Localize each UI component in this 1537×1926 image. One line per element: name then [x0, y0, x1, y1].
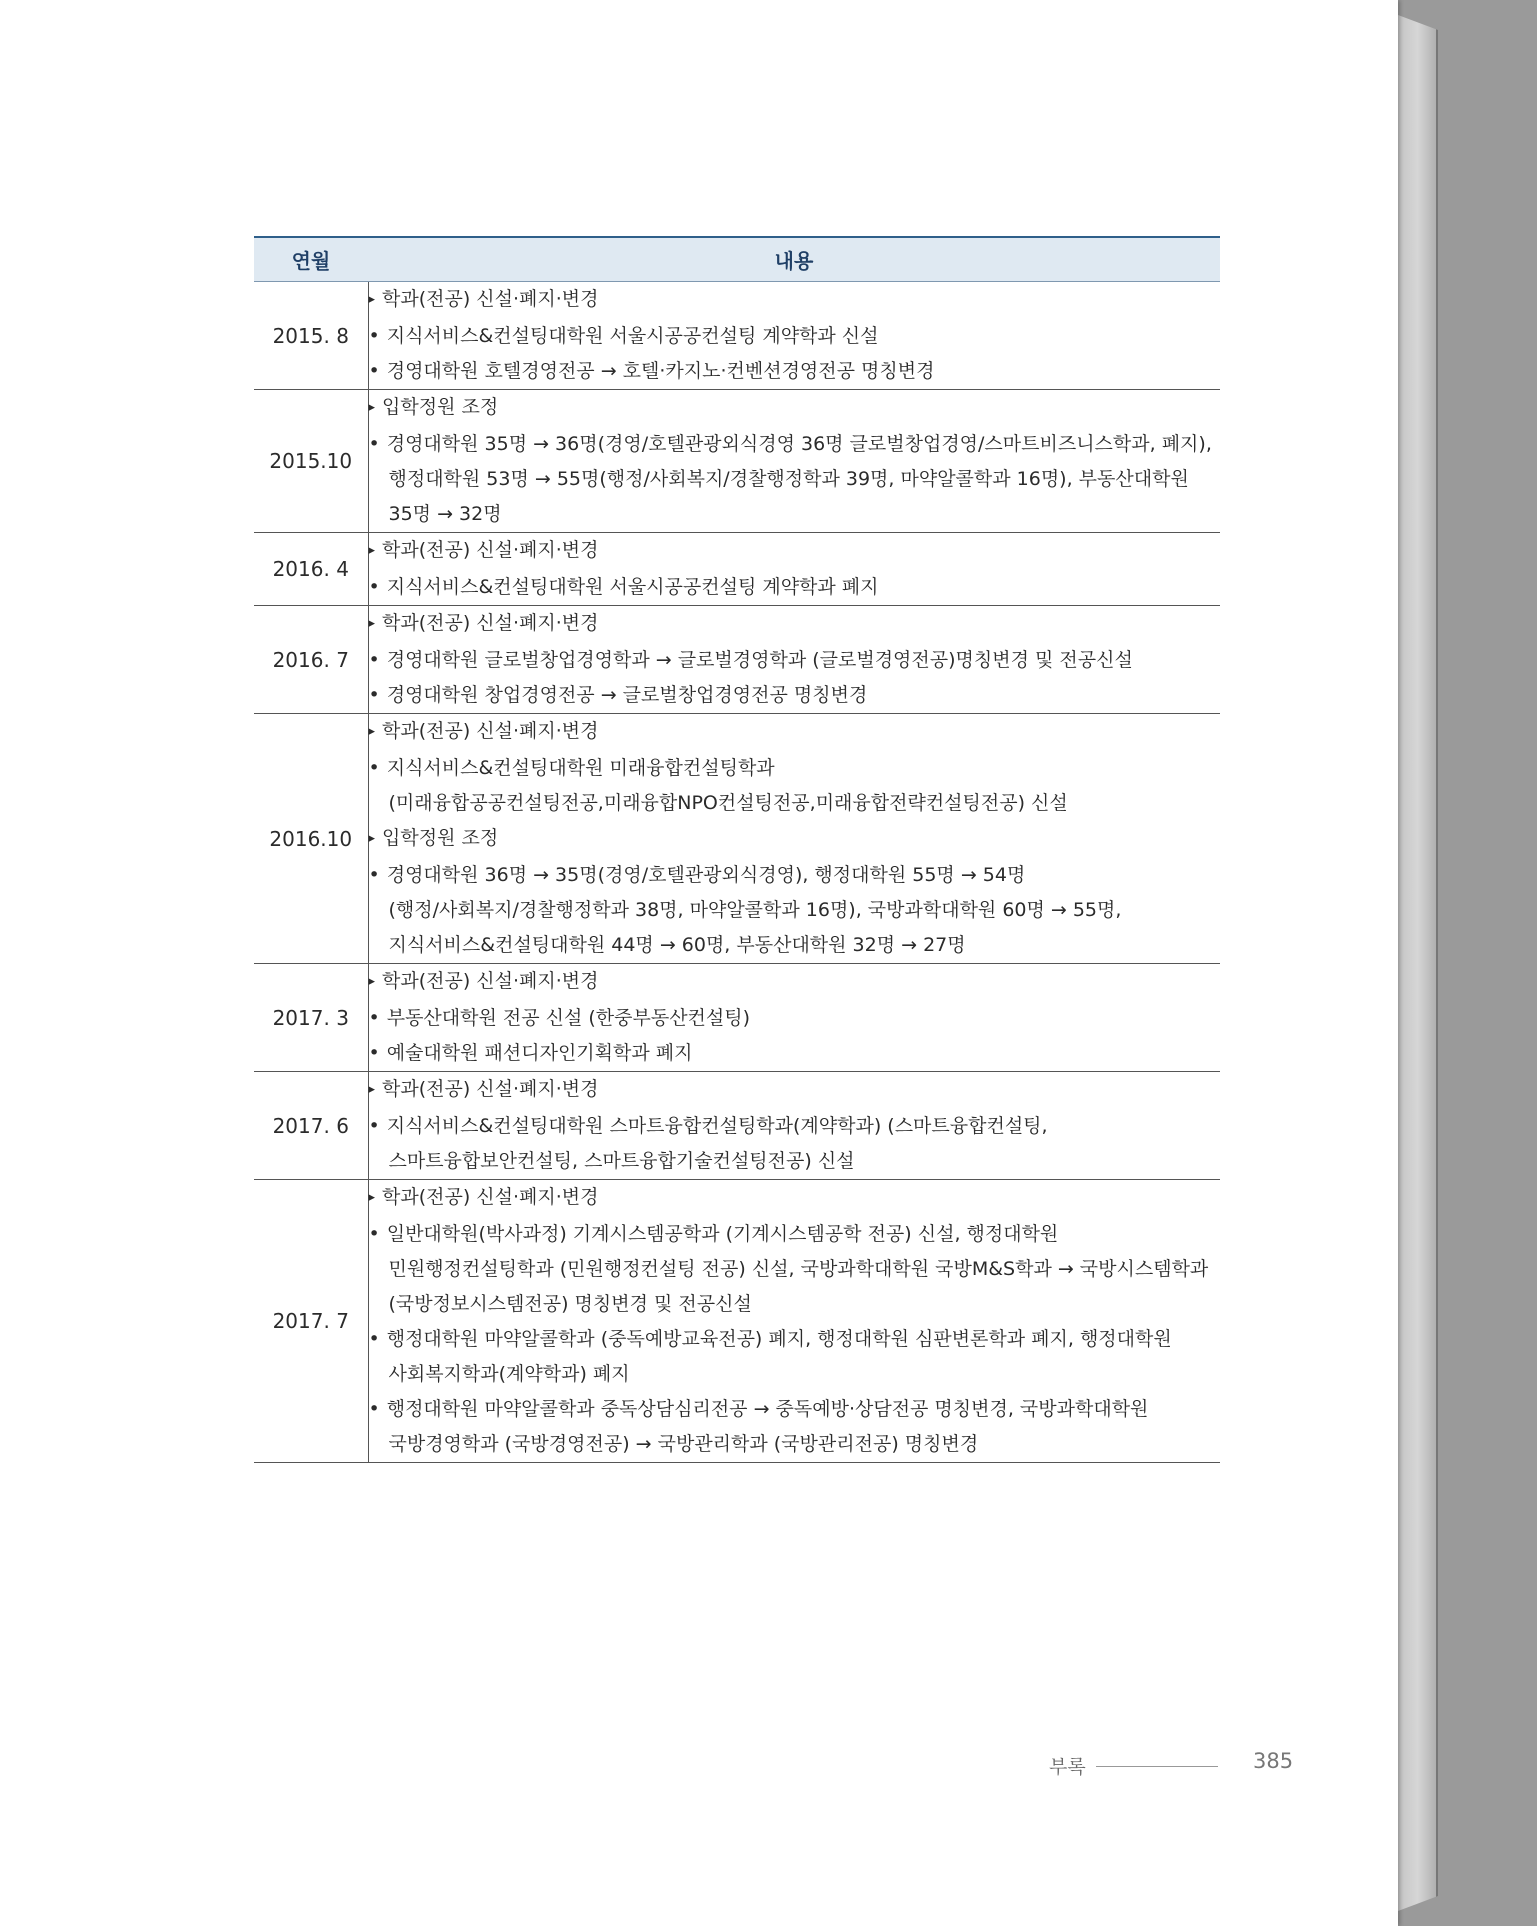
section-heading: ▸ 학과(전공) 신설·폐지·변경 — [369, 282, 1221, 319]
bullet-item: • 행정대학원 마약알콜학과 중독상담심리전공 → 중독예방·상담전공 명칭변경, 국방과학대학원 — [369, 1392, 1221, 1427]
row-content — [368, 714, 1220, 964]
table-row — [254, 714, 1220, 964]
row-content — [368, 606, 1220, 714]
bullet-continuation: 지식서비스&컨설팅대학원 44명 → 60명, 부동산대학원 32명 → 27명 — [388, 934, 966, 956]
section-heading: ▸ 학과(전공) 신설·폐지·변경 — [369, 1180, 1221, 1217]
footer-section-label: 부록 — [1049, 1756, 1086, 1778]
row-date: 2016. 7 — [254, 606, 368, 714]
bullet-item: • 경영대학원 35명 → 36명(경영/호텔관광외식경영 36명 글로벌창업경영/스마트비즈니스학과, 폐지), — [369, 427, 1221, 462]
bullet-continuation: (국방정보시스템전공) 명칭변경 및 전공신설 — [388, 1293, 752, 1315]
bullet-item: • 일반대학원(박사과정) 기계시스템공학과 (기계시스템공학 전공) 신설, 행정대학원 — [369, 1217, 1221, 1252]
row-date: 2015.10 — [254, 390, 368, 533]
bullet-continuation: 행정대학원 53명 → 55명(행정/사회복지/경찰행정학과 39명, 마약알콜학과 16명), 부동산대학원 — [388, 468, 1189, 490]
bullet-item: • 경영대학원 글로벌창업경영학과 → 글로벌경영학과 (글로벌경영전공)명칭변경 및 전공신설 — [369, 643, 1221, 678]
section-heading: ▸ 학과(전공) 신설·폐지·변경 — [369, 714, 1221, 751]
page-number: 385 — [1253, 1749, 1294, 1773]
bullet-continuation: 스마트융합보안컨설팅, 스마트융합기술컨설팅전공) 신설 — [388, 1150, 855, 1172]
row-content — [368, 964, 1220, 1072]
bullet-item: • 경영대학원 창업경영전공 → 글로벌창업경영전공 명칭변경 — [369, 678, 1221, 713]
row-date: 2016. 4 — [254, 533, 368, 606]
bullet-item: • 경영대학원 호텔경영전공 → 호텔·카지노·컨벤션경영전공 명칭변경 — [369, 354, 1221, 389]
history-table — [254, 236, 1220, 1463]
header-content: 내용 — [368, 237, 1220, 282]
section-heading: ▸ 학과(전공) 신설·폐지·변경 — [369, 606, 1221, 643]
header-date: 연월 — [254, 237, 368, 282]
row-content — [368, 1180, 1220, 1463]
row-content — [368, 1072, 1220, 1180]
bullet-continuation: (미래융합공공컨설팅전공,미래융합NPO컨설팅전공,미래융합전략컨설팅전공) 신설 — [388, 792, 1068, 814]
section-heading: ▸ 학과(전공) 신설·폐지·변경 — [369, 964, 1221, 1001]
bullet-continuation: 사회복지학과(계약학과) 폐지 — [388, 1363, 630, 1385]
bullet-continuation: 민원행정컨설팅학과 (민원행정컨설팅 전공) 신설, 국방과학대학원 국방M&S학과 → 국방시스템학과 — [388, 1258, 1209, 1280]
bullet-continuation: 국방경영학과 (국방경영전공) → 국방관리학과 (국방관리전공) 명칭변경 — [388, 1433, 979, 1455]
bullet-continuation: (행정/사회복지/경찰행정학과 38명, 마약알콜학과 16명), 국방과학대학원 60명 → 55명, — [388, 899, 1122, 921]
table-row — [254, 1180, 1220, 1463]
row-date: 2015. 8 — [254, 282, 368, 390]
bullet-item: • 부동산대학원 전공 신설 (한중부동산컨설팅) — [369, 1001, 1221, 1036]
bullet-item: • 지식서비스&컨설팅대학원 스마트융합컨설팅학과(계약학과) (스마트융합컨설팅, — [369, 1109, 1221, 1144]
row-content — [368, 390, 1220, 533]
bullet-item: • 지식서비스&컨설팅대학원 서울시공공컨설팅 계약학과 신설 — [369, 319, 1221, 354]
bullet-continuation: 35명 → 32명 — [388, 503, 502, 525]
bullet-item: • 경영대학원 36명 → 35명(경영/호텔관광외식경영), 행정대학원 55명 → 54명 — [369, 858, 1221, 893]
section-heading: ▸ 학과(전공) 신설·폐지·변경 — [369, 533, 1221, 570]
row-date: 2016.10 — [254, 714, 368, 964]
table-header-row — [254, 237, 1220, 282]
row-date: 2017. 3 — [254, 964, 368, 1072]
table-row — [254, 1072, 1220, 1180]
table-body — [254, 282, 1220, 1463]
row-date: 2017. 7 — [254, 1180, 368, 1463]
table-row — [254, 282, 1220, 390]
bullet-item: • 지식서비스&컨설팅대학원 서울시공공컨설팅 계약학과 폐지 — [369, 570, 1221, 605]
bullet-item: • 지식서비스&컨설팅대학원 미래융합컨설팅학과 — [369, 751, 1221, 786]
row-date: 2017. 6 — [254, 1072, 368, 1180]
row-content — [368, 533, 1220, 606]
row-content — [368, 282, 1220, 390]
table-row — [254, 390, 1220, 533]
footer-rule — [1096, 1766, 1218, 1767]
bullet-item: • 예술대학원 패션디자인기획학과 폐지 — [369, 1036, 1221, 1071]
section-heading: ▸ 입학정원 조정 — [369, 821, 1221, 858]
bullet-item: • 행정대학원 마약알콜학과 (중독예방교육전공) 폐지, 행정대학원 심판변론학과 폐지, 행정대학원 — [369, 1322, 1221, 1357]
section-heading: ▸ 학과(전공) 신설·폐지·변경 — [369, 1072, 1221, 1109]
table-row — [254, 606, 1220, 714]
table-row — [254, 964, 1220, 1072]
section-heading: ▸ 입학정원 조정 — [369, 390, 1221, 427]
table-row — [254, 533, 1220, 606]
